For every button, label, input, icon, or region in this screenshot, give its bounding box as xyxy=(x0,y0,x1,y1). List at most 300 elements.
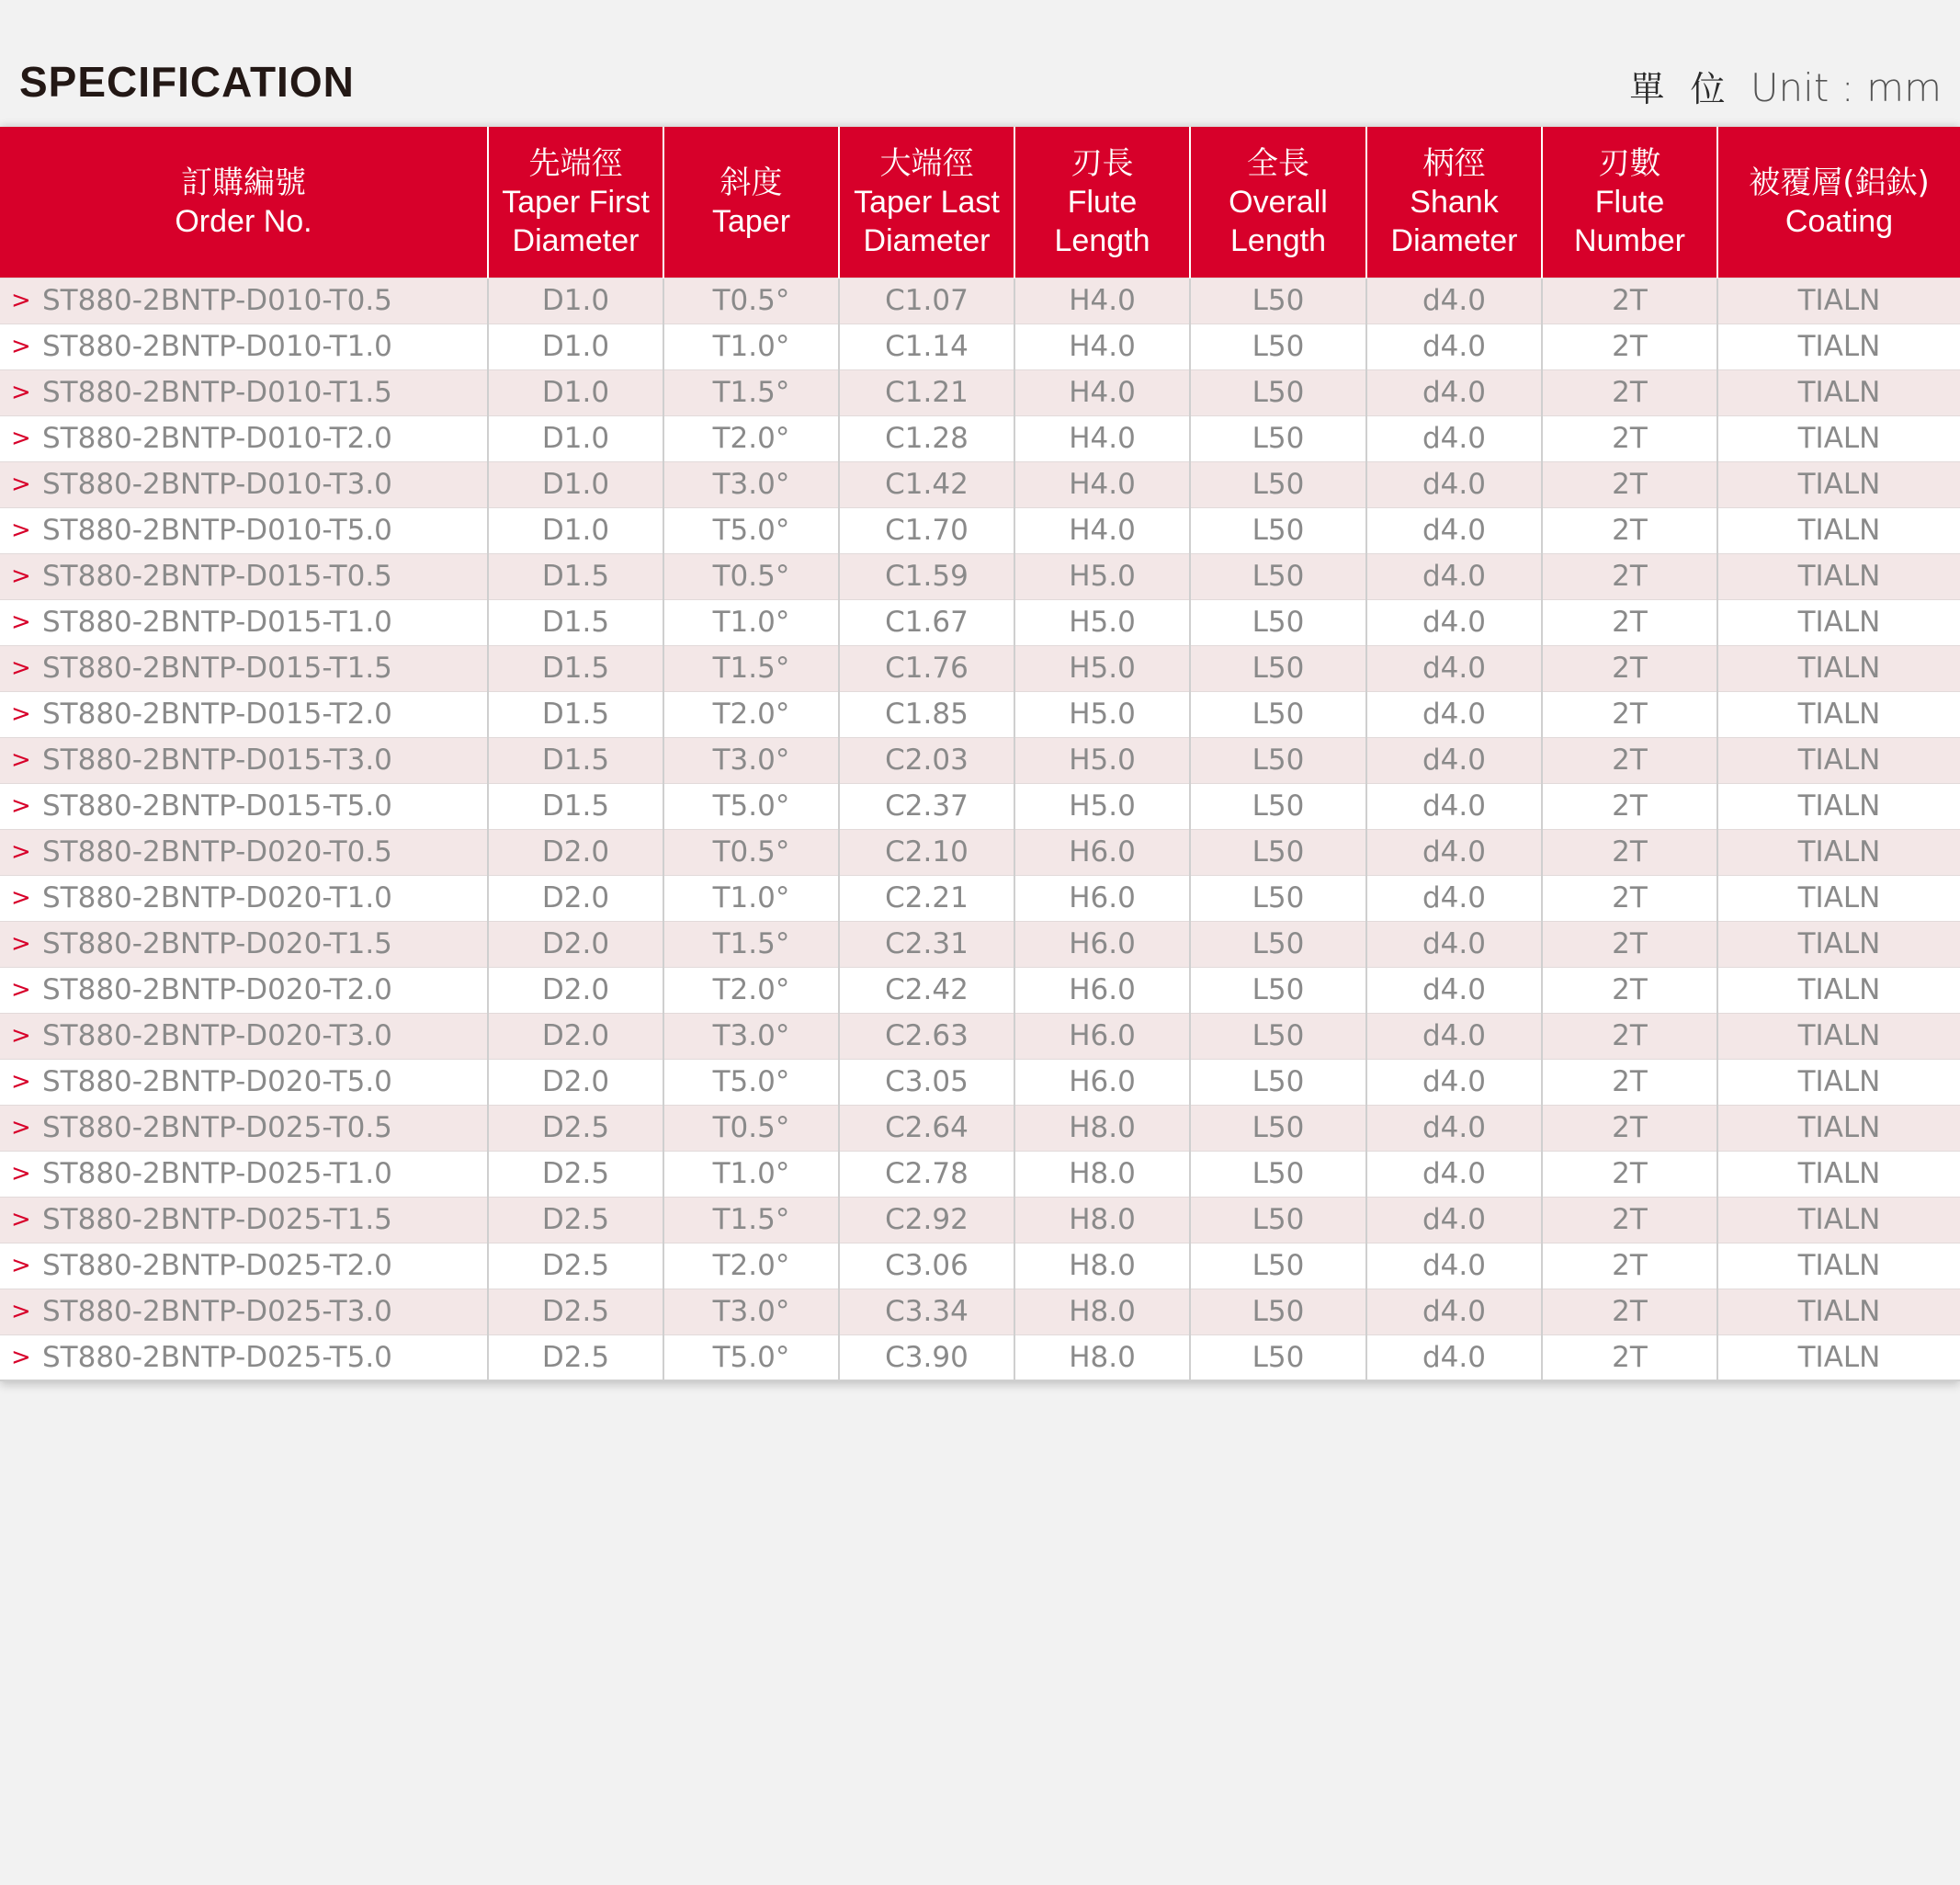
cell-value: C1.59 xyxy=(885,560,969,593)
table-row[interactable] xyxy=(0,1334,1960,1380)
cell-coating xyxy=(1717,1151,1960,1197)
chevron-right-icon: > xyxy=(11,471,31,498)
cell-flute-number xyxy=(1542,921,1717,967)
cell-taper-last-diameter xyxy=(839,829,1014,875)
cell-coating xyxy=(1717,737,1960,783)
cell-value: T1.0° xyxy=(712,330,790,363)
cell-taper xyxy=(663,1013,839,1059)
cell-overall-length xyxy=(1190,691,1366,737)
cell-value: H4.0 xyxy=(1069,376,1136,409)
cell-shank-diameter xyxy=(1366,1197,1542,1243)
column-header-zh: 訂購編號 xyxy=(181,164,306,201)
chevron-right-icon: > xyxy=(11,976,31,1004)
cell-value: ST880-2BNTP-D010-T5.0 xyxy=(42,514,392,547)
cell-value: T3.0° xyxy=(712,1019,790,1052)
table-row[interactable] xyxy=(0,1059,1960,1105)
column-header-zh: 大端徑 xyxy=(879,144,974,182)
cell-value: TIALN xyxy=(1797,835,1881,869)
cell-order-no[interactable] xyxy=(0,921,488,967)
cell-shank-diameter xyxy=(1366,1334,1542,1380)
chevron-right-icon: > xyxy=(11,930,31,958)
cell-taper-last-diameter xyxy=(839,691,1014,737)
cell-value: ST880-2BNTP-D015-T1.0 xyxy=(42,606,392,639)
column-header-en: Order No. xyxy=(175,203,312,239)
cell-taper-first-diameter xyxy=(488,278,663,324)
cell-value: D2.0 xyxy=(541,835,610,869)
cell-value: ST880-2BNTP-D010-T3.0 xyxy=(42,468,392,501)
cell-value: H5.0 xyxy=(1069,789,1136,823)
cell-value: L50 xyxy=(1252,514,1305,547)
cell-order-no[interactable] xyxy=(0,1197,488,1243)
cell-taper-last-diameter xyxy=(839,1151,1014,1197)
cell-value: H4.0 xyxy=(1069,422,1136,455)
cell-flute-number xyxy=(1542,1151,1717,1197)
cell-taper xyxy=(663,278,839,324)
cell-value: L50 xyxy=(1252,330,1305,363)
cell-value: D2.5 xyxy=(541,1111,610,1144)
cell-value: TIALN xyxy=(1797,422,1881,455)
cell-taper-last-diameter xyxy=(839,737,1014,783)
cell-value: L50 xyxy=(1252,973,1305,1006)
column-header-zh: 被覆層(鋁鈦) xyxy=(1749,164,1930,201)
cell-taper-last-diameter xyxy=(839,921,1014,967)
table-row[interactable] xyxy=(0,1151,1960,1197)
chevron-right-icon: > xyxy=(11,746,31,774)
table-row[interactable] xyxy=(0,1289,1960,1334)
cell-taper-last-diameter xyxy=(839,783,1014,829)
cell-overall-length xyxy=(1190,829,1366,875)
cell-taper-first-diameter xyxy=(488,875,663,921)
cell-order-no[interactable] xyxy=(0,645,488,691)
cell-value: T1.5° xyxy=(712,927,790,960)
table-row[interactable] xyxy=(0,645,1960,691)
cell-value: TIALN xyxy=(1797,927,1881,960)
cell-value: L50 xyxy=(1252,1249,1305,1282)
cell-value: T5.0° xyxy=(712,1340,790,1374)
cell-coating xyxy=(1717,1105,1960,1151)
cell-taper-first-diameter xyxy=(488,1013,663,1059)
cell-value: 2T xyxy=(1612,422,1648,455)
cell-shank-diameter xyxy=(1366,921,1542,967)
cell-taper xyxy=(663,1243,839,1289)
table-row[interactable] xyxy=(0,553,1960,599)
cell-overall-length xyxy=(1190,1059,1366,1105)
cell-flute-length xyxy=(1014,507,1190,553)
cell-value: D1.5 xyxy=(541,789,610,823)
cell-flute-number xyxy=(1542,1197,1717,1243)
cell-value: D2.0 xyxy=(541,1065,610,1098)
cell-flute-length xyxy=(1014,1105,1190,1151)
cell-value: H5.0 xyxy=(1069,606,1136,639)
cell-taper xyxy=(663,369,839,415)
cell-flute-length xyxy=(1014,1289,1190,1334)
column-header-en: Taper First Diameter xyxy=(502,184,650,258)
table-row[interactable] xyxy=(0,1013,1960,1059)
cell-value: 2T xyxy=(1612,927,1648,960)
cell-taper xyxy=(663,324,839,369)
table-row[interactable] xyxy=(0,278,1960,324)
cell-shank-diameter xyxy=(1366,1289,1542,1334)
cell-order-no[interactable] xyxy=(0,1243,488,1289)
cell-order-no[interactable] xyxy=(0,1334,488,1380)
cell-value: C2.63 xyxy=(885,1019,969,1052)
cell-value: T3.0° xyxy=(712,1295,790,1328)
column-header-shank-diameter xyxy=(1366,127,1542,278)
cell-flute-length xyxy=(1014,737,1190,783)
table-row[interactable] xyxy=(0,829,1960,875)
cell-taper-first-diameter xyxy=(488,737,663,783)
cell-value: H6.0 xyxy=(1069,927,1136,960)
cell-coating xyxy=(1717,369,1960,415)
table-row[interactable] xyxy=(0,967,1960,1013)
cell-value: C2.21 xyxy=(885,881,969,914)
cell-flute-number xyxy=(1542,1334,1717,1380)
page-title: SPECIFICATION xyxy=(19,58,355,106)
cell-taper-first-diameter xyxy=(488,1105,663,1151)
cell-value: L50 xyxy=(1252,1111,1305,1144)
cell-order-no[interactable] xyxy=(0,324,488,369)
cell-order-no[interactable] xyxy=(0,967,488,1013)
cell-order-no[interactable] xyxy=(0,553,488,599)
cell-order-no[interactable] xyxy=(0,875,488,921)
cell-value: TIALN xyxy=(1797,330,1881,363)
cell-value: H6.0 xyxy=(1069,1065,1136,1098)
cell-shank-diameter xyxy=(1366,369,1542,415)
cell-value: TIALN xyxy=(1797,652,1881,685)
cell-value: 2T xyxy=(1612,835,1648,869)
cell-value: 2T xyxy=(1612,652,1648,685)
cell-value: ST880-2BNTP-D020-T5.0 xyxy=(42,1065,392,1098)
cell-value: T5.0° xyxy=(712,514,790,547)
cell-value: T1.5° xyxy=(712,376,790,409)
chevron-right-icon: > xyxy=(11,1343,31,1371)
spec-table xyxy=(0,127,1960,1381)
table-body xyxy=(0,278,1960,1380)
cell-overall-length xyxy=(1190,324,1366,369)
cell-value: ST880-2BNTP-D025-T2.0 xyxy=(42,1249,392,1282)
cell-coating xyxy=(1717,1197,1960,1243)
cell-value: d4.0 xyxy=(1422,744,1486,777)
cell-value: T1.0° xyxy=(712,1157,790,1190)
cell-shank-diameter xyxy=(1366,645,1542,691)
cell-order-no[interactable] xyxy=(0,829,488,875)
cell-value: d4.0 xyxy=(1422,1340,1486,1374)
cell-value: TIALN xyxy=(1797,1019,1881,1052)
cell-order-no[interactable] xyxy=(0,461,488,507)
cell-order-no[interactable] xyxy=(0,369,488,415)
column-header-en: Coating xyxy=(1784,203,1894,239)
cell-taper-last-diameter xyxy=(839,1243,1014,1289)
cell-overall-length xyxy=(1190,1243,1366,1289)
cell-value: C1.42 xyxy=(885,468,969,501)
cell-value: H5.0 xyxy=(1069,560,1136,593)
cell-order-no[interactable] xyxy=(0,783,488,829)
table-row[interactable] xyxy=(0,737,1960,783)
cell-value: TIALN xyxy=(1797,376,1881,409)
cell-value: T2.0° xyxy=(712,973,790,1006)
cell-taper xyxy=(663,1151,839,1197)
cell-value: 2T xyxy=(1612,1065,1648,1098)
cell-value: d4.0 xyxy=(1422,652,1486,685)
cell-shank-diameter xyxy=(1366,507,1542,553)
cell-value: TIALN xyxy=(1797,1111,1881,1144)
cell-coating xyxy=(1717,507,1960,553)
cell-value: C2.03 xyxy=(885,744,969,777)
column-header-en: Taper xyxy=(711,203,791,239)
cell-value: H4.0 xyxy=(1069,284,1136,317)
cell-value: TIALN xyxy=(1797,973,1881,1006)
cell-flute-number xyxy=(1542,278,1717,324)
cell-order-no[interactable] xyxy=(0,691,488,737)
cell-taper-first-diameter xyxy=(488,783,663,829)
cell-value: 2T xyxy=(1612,1157,1648,1190)
cell-taper xyxy=(663,461,839,507)
cell-flute-length xyxy=(1014,553,1190,599)
cell-flute-number xyxy=(1542,645,1717,691)
cell-value: T0.5° xyxy=(712,1111,790,1144)
cell-taper xyxy=(663,1334,839,1380)
cell-flute-number xyxy=(1542,461,1717,507)
cell-value: TIALN xyxy=(1797,560,1881,593)
cell-order-no[interactable] xyxy=(0,1151,488,1197)
cell-flute-number xyxy=(1542,553,1717,599)
cell-value: L50 xyxy=(1252,1157,1305,1190)
cell-shank-diameter xyxy=(1366,875,1542,921)
table-row[interactable] xyxy=(0,324,1960,369)
cell-value: H6.0 xyxy=(1069,835,1136,869)
cell-order-no[interactable] xyxy=(0,415,488,461)
cell-value: 2T xyxy=(1612,376,1648,409)
chevron-right-icon: > xyxy=(11,700,31,728)
table-row[interactable] xyxy=(0,369,1960,415)
cell-coating xyxy=(1717,921,1960,967)
cell-value: D2.0 xyxy=(541,1019,610,1052)
cell-taper xyxy=(663,783,839,829)
cell-value: D2.5 xyxy=(541,1295,610,1328)
cell-value: C2.78 xyxy=(885,1157,969,1190)
cell-value: T5.0° xyxy=(712,1065,790,1098)
cell-value: C1.07 xyxy=(885,284,969,317)
cell-order-no[interactable] xyxy=(0,278,488,324)
cell-order-no[interactable] xyxy=(0,1289,488,1334)
cell-value: ST880-2BNTP-D015-T5.0 xyxy=(42,789,392,823)
cell-taper-first-diameter xyxy=(488,1289,663,1334)
cell-taper xyxy=(663,967,839,1013)
cell-coating xyxy=(1717,1013,1960,1059)
cell-value: H5.0 xyxy=(1069,744,1136,777)
cell-value: T2.0° xyxy=(712,422,790,455)
cell-flute-length xyxy=(1014,875,1190,921)
cell-flute-number xyxy=(1542,1059,1717,1105)
cell-value: T0.5° xyxy=(712,284,790,317)
cell-value: C2.10 xyxy=(885,835,969,869)
cell-value: C1.67 xyxy=(885,606,969,639)
cell-flute-length xyxy=(1014,599,1190,645)
cell-order-no[interactable] xyxy=(0,1105,488,1151)
chevron-right-icon: > xyxy=(11,1068,31,1096)
cell-overall-length xyxy=(1190,737,1366,783)
cell-value: 2T xyxy=(1612,606,1648,639)
cell-taper-first-diameter xyxy=(488,691,663,737)
chevron-right-icon: > xyxy=(11,654,31,682)
cell-taper-last-diameter xyxy=(839,645,1014,691)
cell-taper xyxy=(663,875,839,921)
column-header-flute-length xyxy=(1014,127,1190,278)
cell-value: C2.64 xyxy=(885,1111,969,1144)
cell-flute-length xyxy=(1014,1197,1190,1243)
cell-value: H8.0 xyxy=(1069,1295,1136,1328)
cell-taper-first-diameter xyxy=(488,507,663,553)
cell-value: L50 xyxy=(1252,1065,1305,1098)
cell-flute-length xyxy=(1014,691,1190,737)
table-row[interactable] xyxy=(0,507,1960,553)
cell-flute-length xyxy=(1014,967,1190,1013)
cell-taper xyxy=(663,1289,839,1334)
cell-value: H4.0 xyxy=(1069,330,1136,363)
column-header-coating xyxy=(1717,127,1960,278)
cell-flute-length xyxy=(1014,369,1190,415)
cell-flute-number xyxy=(1542,1289,1717,1334)
cell-value: H8.0 xyxy=(1069,1249,1136,1282)
cell-value: L50 xyxy=(1252,376,1305,409)
unit-label-zh: 單 位 xyxy=(1629,69,1733,109)
cell-coating xyxy=(1717,875,1960,921)
chevron-right-icon: > xyxy=(11,838,31,866)
cell-value: ST880-2BNTP-D025-T1.5 xyxy=(42,1203,392,1236)
cell-taper xyxy=(663,645,839,691)
cell-value: D2.5 xyxy=(541,1249,610,1282)
cell-value: D1.5 xyxy=(541,652,610,685)
table-row[interactable] xyxy=(0,599,1960,645)
cell-flute-number xyxy=(1542,507,1717,553)
cell-flute-number xyxy=(1542,967,1717,1013)
cell-taper-last-diameter xyxy=(839,553,1014,599)
cell-value: D1.5 xyxy=(541,560,610,593)
table-row[interactable] xyxy=(0,875,1960,921)
cell-value: T5.0° xyxy=(712,789,790,823)
cell-value: d4.0 xyxy=(1422,927,1486,960)
cell-value: 2T xyxy=(1612,1249,1648,1282)
cell-shank-diameter xyxy=(1366,1151,1542,1197)
cell-value: TIALN xyxy=(1797,698,1881,731)
cell-order-no[interactable] xyxy=(0,507,488,553)
cell-value: L50 xyxy=(1252,560,1305,593)
cell-value: 2T xyxy=(1612,284,1648,317)
cell-taper xyxy=(663,737,839,783)
cell-coating xyxy=(1717,1243,1960,1289)
cell-value: d4.0 xyxy=(1422,1111,1486,1144)
table-row[interactable] xyxy=(0,1105,1960,1151)
cell-value: D2.5 xyxy=(541,1203,610,1236)
unit-label-en: Unit : mm xyxy=(1750,65,1942,110)
cell-flute-number xyxy=(1542,829,1717,875)
cell-value: D2.5 xyxy=(541,1157,610,1190)
table-row[interactable] xyxy=(0,1197,1960,1243)
cell-value: H8.0 xyxy=(1069,1157,1136,1190)
cell-value: L50 xyxy=(1252,1203,1305,1236)
column-header-en: Flute Number xyxy=(1574,184,1685,258)
chevron-right-icon: > xyxy=(11,1206,31,1233)
cell-value: C1.21 xyxy=(885,376,969,409)
cell-flute-number xyxy=(1542,1243,1717,1289)
table-row[interactable] xyxy=(0,921,1960,967)
cell-taper-last-diameter xyxy=(839,461,1014,507)
cell-value: T1.0° xyxy=(712,881,790,914)
cell-value: ST880-2BNTP-D015-T0.5 xyxy=(42,560,392,593)
cell-value: L50 xyxy=(1252,284,1305,317)
cell-value: d4.0 xyxy=(1422,376,1486,409)
cell-value: H4.0 xyxy=(1069,468,1136,501)
cell-taper-first-diameter xyxy=(488,1197,663,1243)
cell-value: D1.0 xyxy=(541,284,610,317)
cell-order-no[interactable] xyxy=(0,737,488,783)
cell-overall-length xyxy=(1190,1105,1366,1151)
cell-value: L50 xyxy=(1252,1295,1305,1328)
cell-value: C2.92 xyxy=(885,1203,969,1236)
cell-shank-diameter xyxy=(1366,783,1542,829)
cell-value: D1.5 xyxy=(541,698,610,731)
cell-flute-number xyxy=(1542,599,1717,645)
column-header-taper-last-diameter xyxy=(839,127,1014,278)
cell-value: L50 xyxy=(1252,468,1305,501)
cell-coating xyxy=(1717,324,1960,369)
cell-value: C1.14 xyxy=(885,330,969,363)
cell-value: ST880-2BNTP-D010-T1.0 xyxy=(42,330,392,363)
cell-value: d4.0 xyxy=(1422,560,1486,593)
cell-value: D2.5 xyxy=(541,1340,610,1374)
cell-taper-first-diameter xyxy=(488,645,663,691)
cell-taper-last-diameter xyxy=(839,967,1014,1013)
table-row[interactable] xyxy=(0,1243,1960,1289)
cell-value: TIALN xyxy=(1797,1203,1881,1236)
cell-overall-length xyxy=(1190,875,1366,921)
cell-value: T3.0° xyxy=(712,468,790,501)
column-header-zh: 斜度 xyxy=(719,164,783,201)
cell-taper-last-diameter xyxy=(839,324,1014,369)
cell-value: 2T xyxy=(1612,698,1648,731)
cell-value: H4.0 xyxy=(1069,514,1136,547)
cell-value: H6.0 xyxy=(1069,881,1136,914)
chevron-right-icon: > xyxy=(11,1114,31,1141)
cell-overall-length xyxy=(1190,1197,1366,1243)
cell-order-no[interactable] xyxy=(0,599,488,645)
table-row[interactable] xyxy=(0,415,1960,461)
cell-flute-length xyxy=(1014,1334,1190,1380)
cell-shank-diameter xyxy=(1366,967,1542,1013)
cell-flute-number xyxy=(1542,691,1717,737)
cell-value: H8.0 xyxy=(1069,1340,1136,1374)
cell-coating xyxy=(1717,415,1960,461)
cell-order-no[interactable] xyxy=(0,1013,488,1059)
table-row[interactable] xyxy=(0,691,1960,737)
cell-value: 2T xyxy=(1612,468,1648,501)
column-header-zh: 刃數 xyxy=(1598,144,1661,182)
cell-value: 2T xyxy=(1612,1019,1648,1052)
cell-value: TIALN xyxy=(1797,514,1881,547)
table-row[interactable] xyxy=(0,461,1960,507)
cell-value: 2T xyxy=(1612,881,1648,914)
column-header-en: Overall Length xyxy=(1229,184,1328,258)
cell-taper xyxy=(663,1059,839,1105)
cell-value: C2.42 xyxy=(885,973,969,1006)
cell-value: C1.70 xyxy=(885,514,969,547)
cell-value: TIALN xyxy=(1797,1157,1881,1190)
cell-flute-number xyxy=(1542,1105,1717,1151)
table-row[interactable] xyxy=(0,783,1960,829)
cell-order-no[interactable] xyxy=(0,1059,488,1105)
cell-value: D1.0 xyxy=(541,514,610,547)
cell-overall-length xyxy=(1190,415,1366,461)
